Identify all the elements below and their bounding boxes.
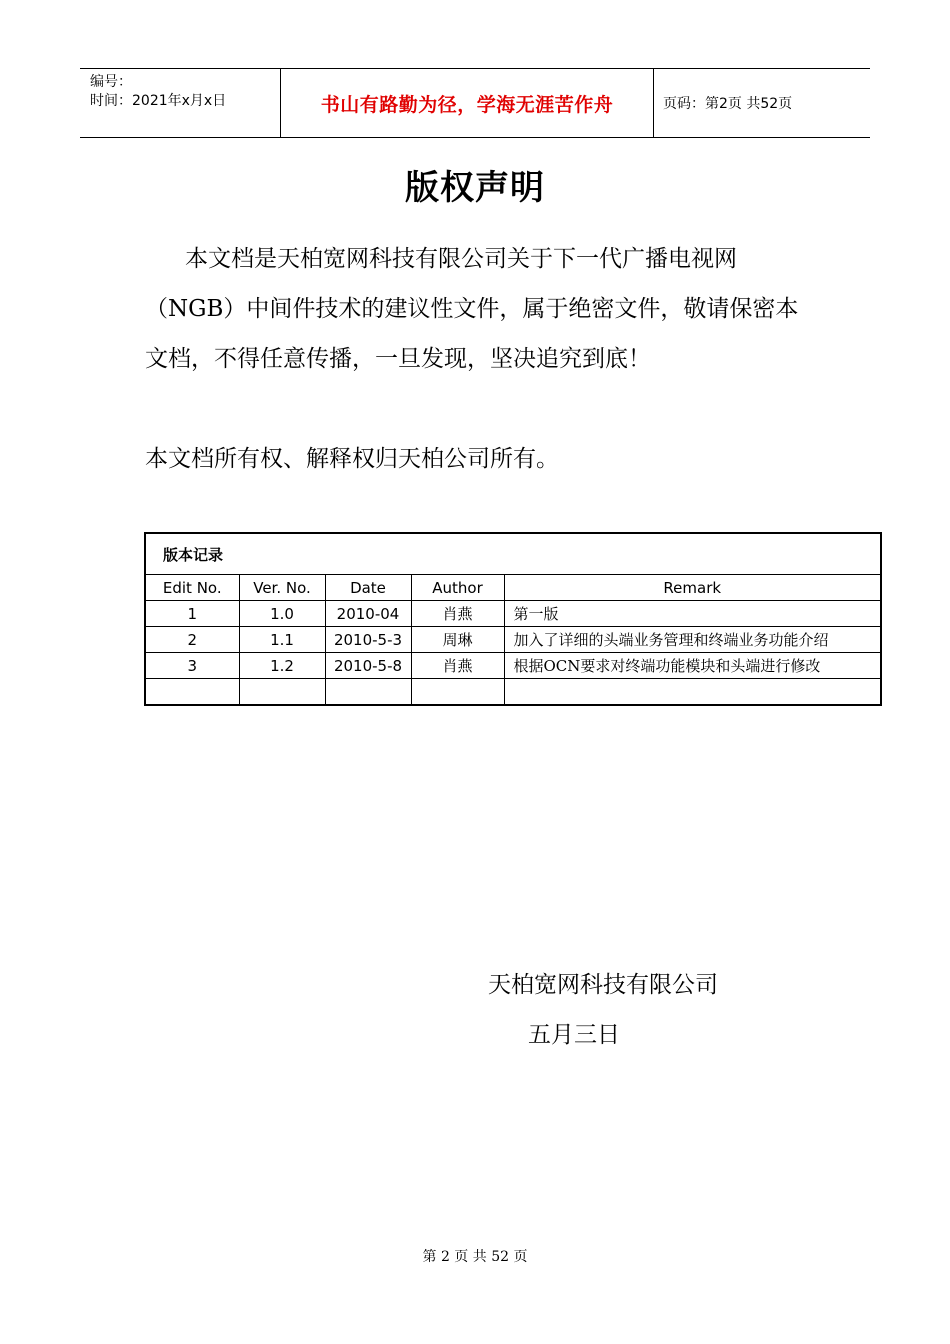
table-cell: 1.2 xyxy=(239,653,325,679)
table-row xyxy=(145,627,881,653)
table-header-cell: Author xyxy=(411,575,504,601)
table-cell xyxy=(145,679,239,706)
signature-block xyxy=(488,960,718,1060)
table-cell xyxy=(325,679,411,706)
table-cell xyxy=(411,679,504,706)
table-cell: 第一版 xyxy=(504,601,881,627)
table-cell: 3 xyxy=(145,653,239,679)
table-header-cell: Date xyxy=(325,575,411,601)
table-row xyxy=(145,653,881,679)
version-table-caption: 版本记录 xyxy=(145,533,881,575)
table-cell: 周琳 xyxy=(411,627,504,653)
table-cell: 1 xyxy=(145,601,239,627)
page-title: 版权声明 xyxy=(405,168,545,208)
table-header-cell: Edit No. xyxy=(145,575,239,601)
table-cell: 2 xyxy=(145,627,239,653)
header-time-label: 时间：2021年x月x日 xyxy=(90,93,227,109)
signature-date: 五月三日 xyxy=(528,1022,620,1048)
table-cell: 加入了详细的头端业务管理和终端业务功能介绍 xyxy=(504,627,881,653)
header-motto: 书山有路勤为径，学海无涯苦作舟 xyxy=(320,93,614,116)
header-page-info: 页码：第2页 共52页 xyxy=(663,96,793,112)
table-cell xyxy=(504,679,881,706)
table-cell: 2010-04 xyxy=(325,601,411,627)
page-header xyxy=(80,68,870,138)
table-header-cell: Remark xyxy=(504,575,881,601)
table-row xyxy=(145,679,881,706)
table-cell: 2010-5-3 xyxy=(325,627,411,653)
signature-company: 天柏宽网科技有限公司 xyxy=(488,972,718,998)
version-record-table xyxy=(144,532,882,706)
ownership-paragraph: 本文档所有权、解释权归天柏公司所有。 xyxy=(145,446,559,472)
table-cell xyxy=(239,679,325,706)
table-header-cell: Ver. No. xyxy=(239,575,325,601)
table-cell: 2010-5-8 xyxy=(325,653,411,679)
table-header-row xyxy=(145,575,881,601)
table-cell: 根据OCN要求对终端功能模块和头端进行修改 xyxy=(504,653,881,679)
header-motto-cell xyxy=(281,69,654,137)
table-cell: 1.0 xyxy=(239,601,325,627)
header-meta xyxy=(80,69,281,137)
copyright-paragraph: 本文档是天柏宽网科技有限公司关于下一代广播电视网（NGB）中间件技术的建议性文件，属于绝密文件，敬请保密本文档，不得任意传播，一旦发现，坚决追究到底！ xyxy=(145,246,799,372)
header-number-label: 编号： xyxy=(90,74,132,90)
table-cell: 1.1 xyxy=(239,627,325,653)
page-footer: 第 2 页 共 52 页 xyxy=(422,1249,528,1265)
table-cell: 肖燕 xyxy=(411,653,504,679)
table-row xyxy=(145,601,881,627)
table-cell: 肖燕 xyxy=(411,601,504,627)
